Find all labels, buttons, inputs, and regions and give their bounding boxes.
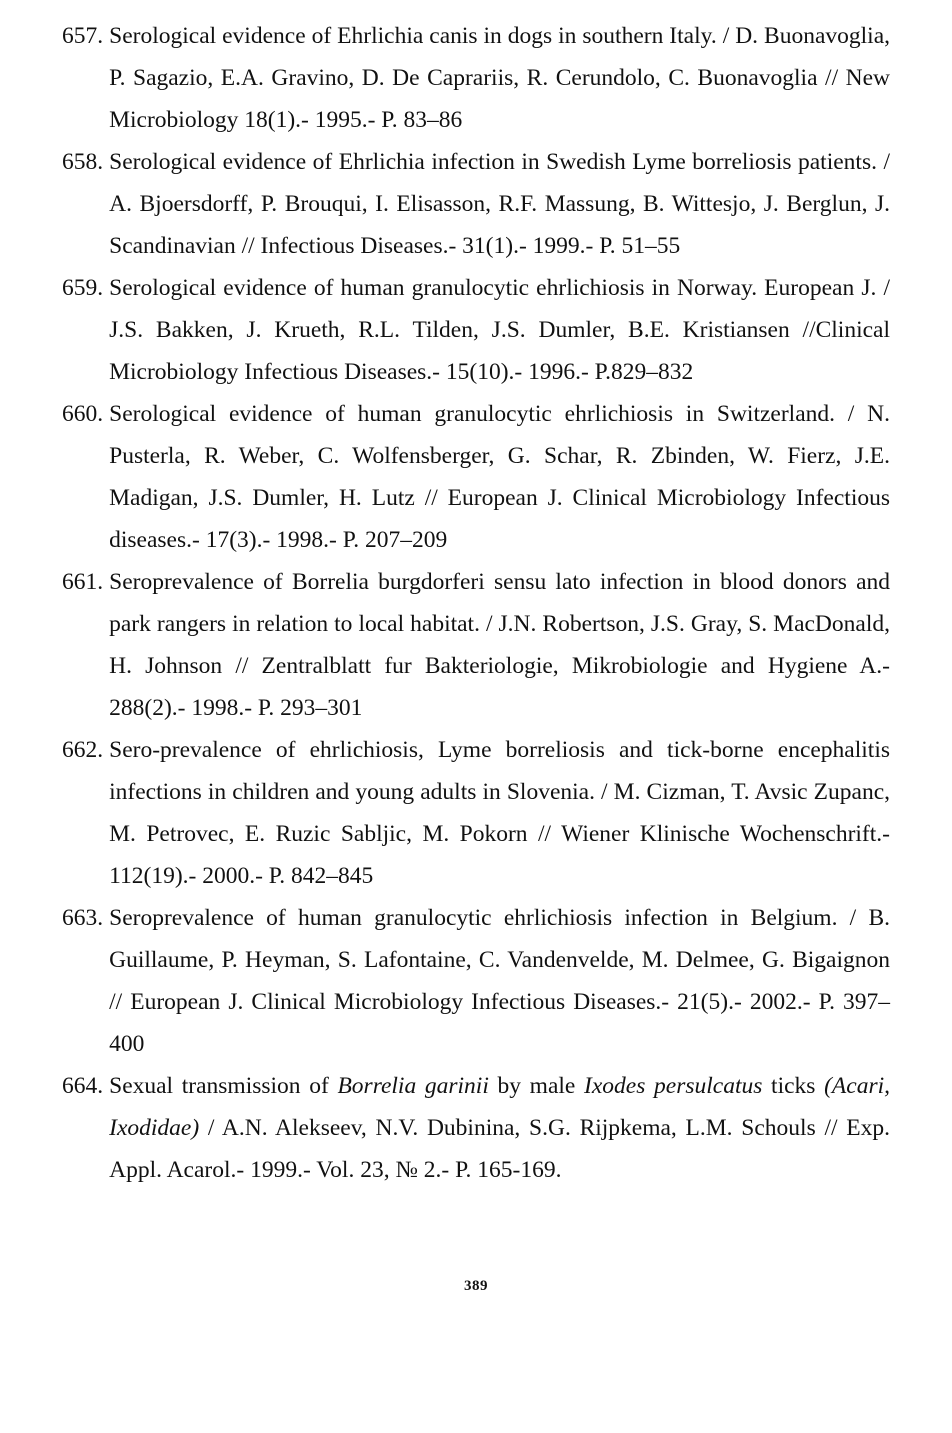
reference-number: 662.	[62, 737, 104, 763]
reference-text-part: Borrelia garinii	[337, 1073, 489, 1099]
reference-text-part: / A.N. Alekseev, N.V. Dubinina, S.G. Rijpkema, L.M. Schouls // Exp. Appl. Acarol.- 1999.- Vol. 23, № 2.- P. 165-169.	[109, 1115, 890, 1183]
reference-number: 657.	[62, 23, 104, 49]
reference-number: 663.	[62, 905, 104, 931]
reference-item	[62, 393, 890, 561]
reference-text: Serological evidence of Ehrlichia infection in Swedish Lyme borreliosis patients. / A. Bjoersdorff, P. Brouqui, I. Elisasson, R.F. Massung, B. Wittesjo, J. Berglun, J. Scandinavian // Infectious Diseases.- 31(1).- 1999.- P. 51–55	[109, 149, 890, 259]
reference-item	[62, 729, 890, 897]
reference-item	[62, 15, 890, 141]
reference-text	[109, 1065, 890, 1191]
reference-text-part: (Acari, Ixodidae)	[109, 1073, 891, 1141]
reference-text-part: Ixodes persulcatus	[584, 1073, 763, 1099]
reference-item	[62, 897, 890, 1065]
reference-text: Serological evidence of Ehrlichia canis in dogs in southern Italy. / D. Buonavoglia, P. Sagazio, E.A. Gravino, D. De Caprariis, R. Cerundolo, C. Buonavoglia // New Microbiology 18(1).- 1995.- P. 83–86	[109, 23, 890, 133]
reference-text-part: ticks	[762, 1073, 825, 1099]
reference-text: Seroprevalence of human granulocytic ehrlichiosis infection in Belgium. / B. Guillaume, P. Heyman, S. Lafontaine, C. Vandenvelde, M. Delmee, G. Bigaignon // European J. Clinical Microbiology Infectious Diseases.- 21(5).- 2002.- P. 397–400	[109, 905, 890, 1057]
page-number: 389	[464, 1278, 488, 1294]
reference-text: Serological evidence of human granulocytic ehrlichiosis in Switzerland. / N. Pusterla, R. Weber, C. Wolfensberger, G. Schar, R. Zbinden, W. Fierz, J.E. Madigan, J.S. Dumler, H. Lutz // European J. Clinical Microbiology Infectious diseases.- 17(3).- 1998.- P. 207–209	[109, 401, 890, 553]
reference-item	[62, 267, 890, 393]
reference-text-part: by male	[488, 1073, 585, 1099]
reference-text: Sero-prevalence of ehrlichiosis, Lyme borreliosis and tick-borne encephalitis infections in children and young adults in Slovenia. / M. Cizman, T. Avsic Zupanc, M. Petrovec, E. Ruzic Sabljic, M. Pokorn // Wiener Klinische Wochenschrift.- 112(19).- 2000.- P. 842–845	[109, 737, 890, 889]
reference-text: Seroprevalence of Borrelia burgdorferi sensu lato infection in blood donors and park rangers in relation to local habitat. / J.N. Robertson, J.S. Gray, S. MacDonald, H. Johnson // Zentralblatt fur Bakteriologie, Mikrobiologie and Hygiene A.- 288(2).- 1998.- P. 293–301	[109, 569, 890, 721]
reference-number: 661.	[62, 569, 104, 595]
reference-number: 660.	[62, 401, 104, 427]
reference-text: Serological evidence of human granulocytic ehrlichiosis in Norway. European J. / J.S. Bakken, J. Krueth, R.L. Tilden, J.S. Dumler, B.E. Kristiansen //Clinical Microbiology Infectious Diseases.- 15(10).- 1996.- P.829–832	[109, 275, 890, 385]
reference-number: 658.	[62, 149, 104, 175]
reference-item	[62, 561, 890, 729]
reference-item	[62, 141, 890, 267]
reference-number: 659.	[62, 275, 104, 301]
reference-number: 664.	[62, 1073, 104, 1099]
reference-list	[62, 15, 890, 1191]
reference-text-part: Sexual transmission of	[109, 1073, 338, 1099]
reference-item	[62, 1065, 890, 1191]
